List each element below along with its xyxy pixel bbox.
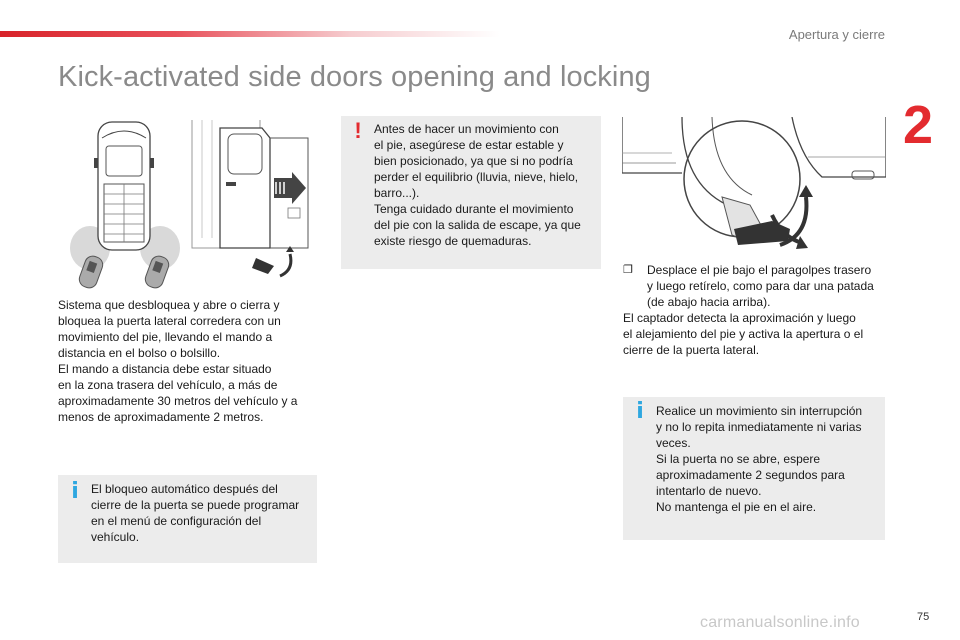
- bullet-line: y luego retírelo, como para dar una patada: [647, 279, 874, 293]
- note-line: y no lo repita inmediatamente ni varias: [656, 420, 862, 434]
- header-accent-bar: [0, 31, 500, 37]
- instruction-text: [623, 262, 883, 358]
- intro-line: El mando a distancia debe estar situado: [58, 362, 272, 376]
- note-line: bien posicionado, ya que si no podría: [374, 154, 573, 168]
- note-line: existe riesgo de quemaduras.: [374, 234, 532, 248]
- van-top-view-illustration: [68, 118, 180, 294]
- intro-text: [58, 297, 318, 425]
- intro-line: aproximadamente 30 metros del vehículo y a: [58, 394, 298, 408]
- info-icon: i: [71, 479, 79, 504]
- intro-line: bloquea la puerta lateral corredera con un: [58, 314, 281, 328]
- instruction-line: cierre de la puerta lateral.: [623, 343, 760, 357]
- note-line: cierre de la puerta se puede programar: [91, 498, 300, 512]
- note-line: vehículo.: [91, 530, 140, 544]
- note-line: veces.: [656, 436, 691, 450]
- note-line: Si la puerta no se abre, espere: [656, 452, 821, 466]
- intro-line: menos de aproximadamente 2 metros.: [58, 410, 264, 424]
- note-line: intentarlo de nuevo.: [656, 484, 762, 498]
- warning-note: [341, 116, 601, 269]
- note-line: del pie con la salida de escape, ya que: [374, 218, 581, 232]
- note-line: aproximadamente 2 segundos para: [656, 468, 845, 482]
- instruction-bullet: [623, 262, 883, 310]
- note-line: el pie, asegúrese de estar estable y: [374, 138, 564, 152]
- note-line: Antes de hacer un movimiento con: [374, 122, 559, 136]
- info-note-auto-lock: [58, 475, 317, 563]
- warning-note-text: [374, 121, 593, 249]
- note-line: perder el equilibrio (lluvia, nieve, hielo,: [374, 170, 579, 184]
- info-note-text: [656, 403, 877, 515]
- note-line: barro...).: [374, 186, 420, 200]
- note-line: en el menú de configuración del: [91, 514, 262, 528]
- rear-bumper-kick-illustration: [622, 117, 886, 257]
- note-line: El bloqueo automático después del: [91, 482, 278, 496]
- instruction-line: El captador detecta la aproximación y luego: [623, 311, 856, 325]
- sliding-door-illustration: [190, 118, 320, 288]
- warning-icon: !: [354, 118, 362, 143]
- page-title: Kick-activated side doors opening and locking: [58, 61, 651, 93]
- note-line: No mantenga el pie en el aire.: [656, 500, 817, 514]
- note-line: Tenga cuidado durante el movimiento: [374, 202, 574, 216]
- bullet-line: Desplace el pie bajo el paragolpes trasero: [647, 263, 872, 277]
- info-note-text: [91, 481, 309, 545]
- intro-line: distancia en el bolso o bolsillo.: [58, 346, 221, 360]
- bullet-line: (de abajo hacia arriba).: [647, 295, 771, 309]
- section-title: Apertura y cierre: [788, 27, 885, 42]
- intro-line: en la zona trasera del vehículo, a más de: [58, 378, 278, 392]
- chapter-number: 2: [903, 95, 934, 155]
- info-icon: i: [636, 399, 644, 424]
- note-line: Realice un movimiento sin interrupción: [656, 404, 863, 418]
- intro-line: movimiento del pie, llevando el mando a: [58, 330, 273, 344]
- instruction-line: el alejamiento del pie y activa la apertura o el: [623, 327, 864, 341]
- page-number: 75: [917, 611, 930, 623]
- intro-line: Sistema que desbloquea y abre o cierra y: [58, 298, 280, 312]
- watermark: carmanualsonline.info: [700, 614, 860, 631]
- info-note-movement: [623, 397, 885, 540]
- checkbox-bullet-icon: ❐: [623, 264, 633, 276]
